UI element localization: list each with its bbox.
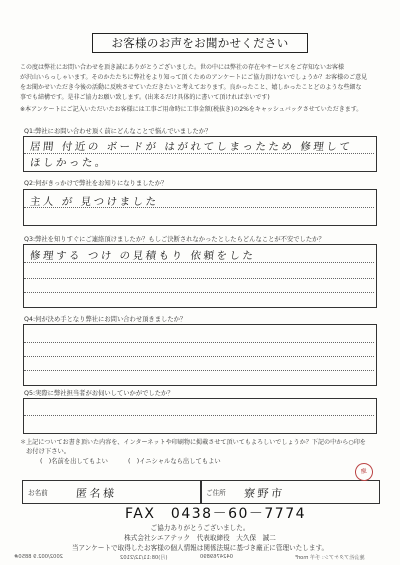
thanks-text: ご協力ありがとうございました。 xyxy=(150,524,250,532)
fax-number: FAX 0438－60－7774 xyxy=(125,506,307,522)
fax-header-sender: 施会社アタケアシ: 手羊 morF xyxy=(295,555,365,561)
intro-line-3: をお聞かせいただき今後の活動に反映させていただきたいと考えております。良かったこと、嬉しかったことどのような些細な xyxy=(20,84,362,91)
page-title: お客様のお声をお聞かせください xyxy=(92,33,308,53)
seal-stamp: 慶 xyxy=(353,461,375,483)
company-signature: 株式会社シエアテック 代表取締役 大久保 誠二 xyxy=(124,534,276,542)
address-label: ご住所 xyxy=(206,489,226,497)
q4-answer-box[interactable] xyxy=(23,324,377,386)
intro-line-2: が沢山いらっしゃいます。そのかたたちに弊社をより知って頂くためのアンケートにご協力頂けないでしょうか？お客様のご意見 xyxy=(20,74,368,81)
name-label: お名前 xyxy=(28,489,48,497)
q4-label: Q4:何が決め手となり弊社にお問い合わせ頂きましたか？ xyxy=(24,316,187,323)
permission-question: ＊上記についてお書き頂いた内容を、インターネットや印刷物に掲載させて頂いてもよろしいでしょうか？下記の中から○印を xyxy=(20,439,366,446)
privacy-notice: 当アンケートで取得したお客様の個人情報は関係法規に基づき厳正に管理いたします。 xyxy=(71,544,329,552)
q3-rule-3 xyxy=(24,292,374,293)
q4-rule-2 xyxy=(24,356,374,357)
fax-header-date: (月)08:11/12/2102 xyxy=(120,555,168,561)
fax-header-pages: 2002/002.9 8850# xyxy=(14,554,63,560)
fax-header-number: 0424769890 xyxy=(200,554,234,560)
permission-option-initials[interactable]: ( )イニシャルなら出してもよい xyxy=(128,458,221,465)
q4-rule-1 xyxy=(24,342,374,343)
q2-answer-line-1: 主人 が 見つけました xyxy=(29,196,160,208)
permission-option-name[interactable]: ( )名前を出してもよい xyxy=(40,458,108,465)
q1-answer-line-2: ほしかった。 xyxy=(29,157,109,169)
q5-answer-box[interactable] xyxy=(23,398,377,434)
q4-rule-3 xyxy=(24,370,374,371)
q5-label: Q5:実際に弊社担当者がお伺いしていかがでしたか？ xyxy=(24,390,174,397)
q1-answer-line-1: 居間 付近の ボードが はがれてしまったため 修理して xyxy=(29,141,353,153)
permission-question-2: お付け下さい。 xyxy=(26,448,71,455)
q3-rule-2 xyxy=(24,278,374,279)
intro-line-4: 事でも結構です。是非ご協力お願い致します。(出来るだけ具体的に書いて頂ければ幸いです) xyxy=(20,94,270,101)
intro-note: ※本アンケートにご記入いただいたお客様には工事ご用命時に工事金額(税抜き)の2%をキャッシュバックさせていただきます。 xyxy=(20,106,363,113)
q2-label: Q2:何がきっかけで弊社をお知りになりましたか？ xyxy=(24,180,168,187)
name-value: 匿名様 xyxy=(75,487,118,500)
q3-label: Q3:弊社を知りすぐにご連絡頂けましたか？もしご決断されなかったとしたらどんなことが不安でしたか？ xyxy=(24,236,325,243)
q5-rule xyxy=(24,415,374,416)
intro-line-1: この度は弊社にお問い合わせを頂き誠にありがとうございました。世の中には弊社の存在やサービスをご存知ないお客様 xyxy=(20,64,345,71)
q3-answer-line-1: 修理する つけ の見積もり 依頼をした xyxy=(29,250,257,262)
address-field-box[interactable] xyxy=(200,480,380,504)
address-value: 寮野市 xyxy=(243,487,286,500)
q1-label: Q1:弊社にお問い合わせ頂く前にどんなことで悩んでいましたか？ xyxy=(24,128,212,135)
